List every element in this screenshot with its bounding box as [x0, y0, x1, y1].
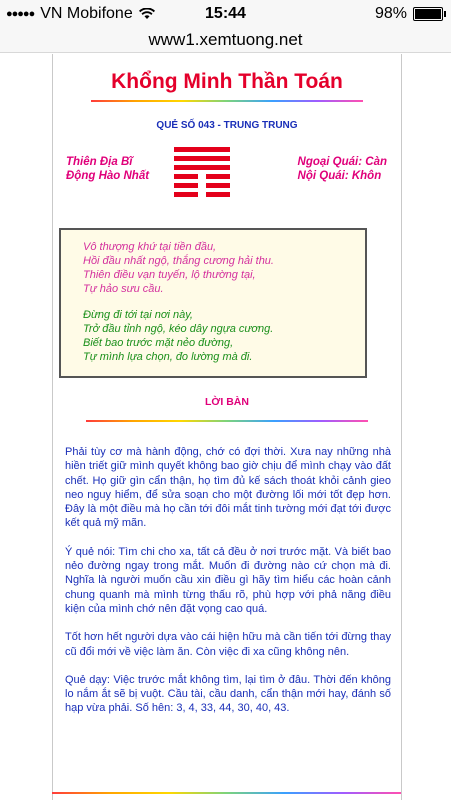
section-heading: LỜI BÀN — [205, 396, 249, 408]
clock: 15:44 — [205, 5, 246, 22]
que-title: QUẺ SỐ 043 - TRUNG TRUNG — [156, 120, 298, 131]
bottom-divider — [52, 792, 401, 794]
poem-box — [59, 228, 367, 378]
poem-line: Tự hảo sưu cầu. — [83, 283, 164, 295]
hexagram-line-yang — [174, 156, 230, 161]
hexagram-section — [53, 147, 401, 203]
hexagram-line-yang — [174, 165, 230, 170]
commentary-paragraph: Phải tùy cơ mà hành động, chớ có đợi thời. Xưa nay những nhà hiền triết giữ mình quyết không bao giờ chịu để mình chạy vào đất chết. Họ giữ gìn cẩn thận, họ tìm đủ kế sách thoát khỏi cảnh gieo neo nguy hiểm, để sửa soạn cho một đường lối mới tốt đẹp hơn. Đây là một điều mà họ cần tới đôi mắt tinh tường mới đạt tới được kết quả mỹ mãn. — [65, 446, 391, 530]
hexagram-line-yang — [174, 147, 230, 152]
status-bar — [0, 0, 451, 30]
poem-line: Trở đầu tỉnh ngộ, kéo dây ngựa cương. — [83, 323, 274, 335]
poem-original — [83, 240, 365, 296]
section-divider — [86, 420, 368, 422]
title-divider — [91, 100, 363, 102]
poem-line: Đừng đi tới tại nơi này, — [83, 309, 193, 321]
battery-info — [375, 5, 443, 23]
commentary-paragraph: Ý quẻ nói: Tìm chi cho xa, tất cả đều ở nơi trước mặt. Và biết bao nẻo đường ngay trong mắt. Muốn đi đường nào cứ chọn mà đi. Nghĩa là người muốn cầu xin điều gì hãy tìm hiểu các hoàn cảnh chung quanh mà mình từng thấu rõ, phù hợp với phả năng điều kiện của mình chớ nên đặt vọng cao quá. — [65, 545, 391, 615]
poem-line: Biết bao trước mặt nẻo đường, — [83, 337, 234, 349]
poem-line: Vô thượng khứ tại tiền đầu, — [83, 241, 217, 253]
page-title: Khổng Minh Thần Toán — [111, 70, 343, 93]
battery-icon — [413, 7, 443, 21]
battery-percent: 98% — [374, 5, 407, 22]
hexagram-line-yin — [174, 183, 230, 188]
url-text[interactable]: www1.xemtuong.net — [148, 30, 303, 49]
signal-strength-icon: ●●●●● — [6, 8, 35, 20]
hexagram-icon — [174, 147, 230, 201]
carrier-name: VN Mobifone — [40, 5, 133, 22]
poem-line: Tự mình lựa chọn, đo lường mà đi. — [83, 351, 253, 363]
poem-line: Thiên điều vạn tuyến, lộ thường tại, — [83, 269, 256, 281]
commentary-paragraph: Tốt hơn hết người dựa vào cái hiện hữu mà cần tiến tới đừng thay cũ đổi mới về việc làm ăn. Còn việc đi xa cũng không nên. — [65, 631, 391, 658]
hexagram-line-yin — [174, 174, 230, 179]
quai-block — [298, 155, 387, 183]
commentary-paragraph: Quẻ dạy: Việc trước mắt không tìm, lại tìm ở đâu. Thời đến không lo nắm ắt sẽ bị vuột. Cầu tài, cầu danh, cẩn thận mới hay, đánh số hạp vừa phải. Số hên: 3, 4, 33, 44, 30, 40, 43. — [65, 673, 391, 715]
address-bar[interactable] — [0, 30, 451, 53]
gua-name: Thiên Địa Bĩ — [66, 156, 133, 168]
dong-hao: Động Hào Nhất — [66, 170, 150, 182]
poem-line: Hồi đầu nhất ngộ, thắng cương hải thu. — [83, 255, 274, 267]
page-content — [52, 54, 402, 800]
ngoai-quai: Ngoại Quái: Càn — [297, 156, 387, 168]
gua-name-block — [66, 155, 149, 183]
commentary — [65, 445, 391, 716]
poem-translation — [83, 308, 365, 364]
noi-quai: Nội Quái: Khôn — [297, 170, 382, 182]
hexagram-line-yin — [174, 192, 230, 197]
